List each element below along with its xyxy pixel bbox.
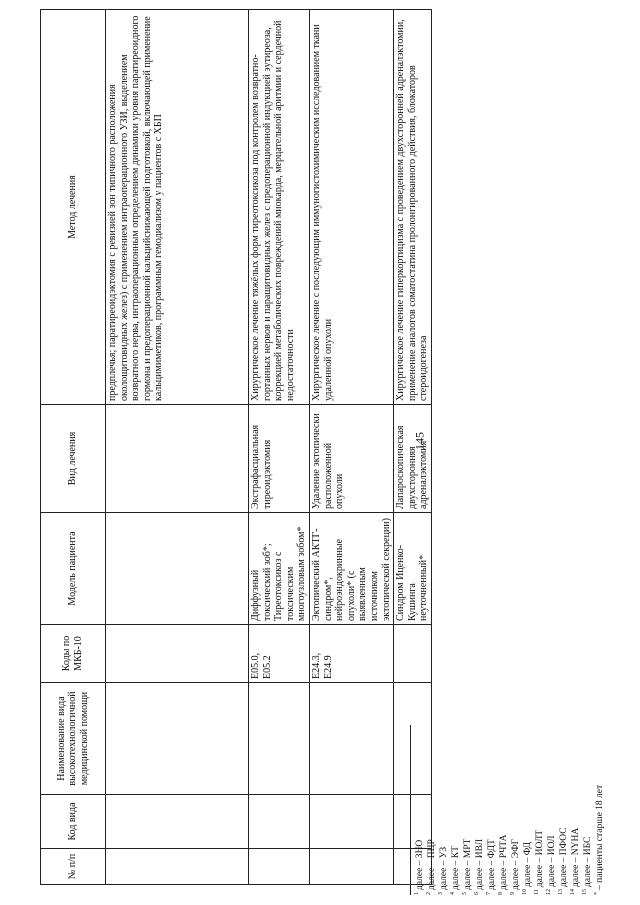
cell-group-code	[309, 795, 393, 849]
cell-icd	[106, 625, 249, 683]
footnote-text: далее – ФД	[523, 842, 534, 887]
footnote-item	[426, 720, 438, 895]
footnote-marker: 15	[581, 889, 588, 895]
cell-group-code	[106, 795, 249, 849]
footnote-item	[522, 720, 534, 895]
footnote-item	[510, 720, 522, 895]
cell-type	[106, 405, 249, 513]
header-treatment-type: Вид лечения	[41, 405, 106, 513]
treatment-table	[40, 9, 432, 885]
cell-icd	[394, 625, 432, 683]
header-group-code: Код вида	[41, 795, 106, 849]
footnote-item	[462, 720, 474, 895]
cell-care-name	[309, 683, 393, 795]
cell-group-code	[249, 795, 310, 849]
footnote-text: далее – ПФОС	[558, 827, 569, 887]
footnote-text: далее – МРТ	[463, 838, 474, 890]
footnote-marker: *	[593, 892, 600, 895]
footnote-text: далее – КТ	[451, 846, 462, 890]
footnote-item	[546, 720, 558, 895]
footnote-text: далее – ФДТ	[487, 839, 498, 890]
cell-care-name	[249, 683, 310, 795]
cell-method: Хирургическое лечение гиперкортицизма с проведением двухсторонней адреналэктомии, применение аналогов соматостатина пролонгированного действия, блокаторов стероидогенеза	[394, 10, 432, 405]
cell-care-name	[106, 683, 249, 795]
footnote-marker: 13	[557, 889, 564, 895]
footnote-text: далее – ИВЛ	[475, 838, 486, 890]
header-row	[41, 10, 106, 885]
cell-model: Синдром Иценко-Кушинга неуточненный*	[394, 513, 432, 625]
footnote-marker: 6	[473, 892, 480, 895]
footnote-text: далее – РЧТА	[499, 834, 510, 890]
footnote-item	[438, 720, 450, 895]
footnote-list	[414, 720, 606, 895]
footnote-item	[486, 720, 498, 895]
footnote-marker: 1	[414, 892, 420, 895]
footnote-item	[498, 720, 510, 895]
footnote-item	[474, 720, 486, 895]
footnote-marker: 7	[485, 892, 492, 895]
cell-model: Диффузный токсический зоб*; Тиреотоксикоз с токсическим многоузловым зобом*	[249, 513, 310, 625]
header-treatment-method: Метод лечения	[41, 10, 106, 405]
header-care-name: Наименование вида высокотехнологичной медицинской помощи	[41, 683, 106, 795]
footnote-text: – пациенты старше 18 лет	[594, 784, 605, 890]
header-patient-model: Модель пациента	[41, 513, 106, 625]
table-row	[249, 10, 310, 885]
footnote-marker: 5	[461, 892, 468, 895]
footnote-text: далее – ЭФГ	[511, 838, 522, 890]
footnote-marker: 3	[437, 892, 444, 895]
footnote-text: далее – ИОЛТ	[535, 829, 545, 888]
cell-method: Хирургическое лечение с последующим иммуногистохимическим исследованием ткани удаленной опухоли	[309, 10, 393, 405]
cell-method: предплечья; паратиреоидэктомия с ревизией зон типичного расположения околощитовидных желез) с применением интраоперационного УЗИ, выделением возвратного нерва, интраоперационным определением динамики уровня паратиреоидного гормона и предоперационной кальцийснижающей подготовкой, включающей применение кальцимиметиков, программным гемодиализом у пациентов с ХБП	[106, 10, 249, 405]
cell-model: Эктопический АКТГ-синдром*, нейроэндокринные опухоли* (с выявленным источником эктопической секреции)	[309, 513, 393, 625]
cell-type: Удаление эктопически расположенной опухоли	[309, 405, 393, 513]
footnote-marker: 10	[521, 889, 528, 895]
cell-num	[309, 849, 393, 885]
header-num: № п/п	[41, 849, 106, 885]
footnote-item	[594, 720, 606, 895]
table-row-continuation	[106, 10, 249, 885]
footnote-item	[414, 720, 426, 895]
footnote-item	[450, 720, 462, 895]
cell-type: Экстрафасциальная тиреоидэктомия	[249, 405, 310, 513]
table-row	[309, 10, 393, 885]
footnote-marker: 12	[545, 889, 552, 895]
footnote-marker: 4	[449, 892, 456, 895]
footnote-marker: 8	[497, 892, 504, 895]
cell-type: Лапароскопическая двухсторонняя адреналэктомия	[394, 405, 432, 513]
footnote-text: далее – ИБС	[582, 836, 593, 887]
cell-num	[106, 849, 249, 885]
footnote-text: далее – NYHA	[570, 827, 581, 887]
cell-icd: E24.3, E24.9	[309, 625, 393, 683]
header-icd-codes: Коды по МКБ-10	[41, 625, 106, 683]
footnote-text: далее – УЗ	[439, 846, 450, 890]
cell-method: Хирургическое лечение тяжёлых форм тиреотоксикоза под контролем возвратно-гортанных нервов и паращитовидных желез с предоперационной индукцией эутиреоза, коррекцией метаболических повреждений миокарда, мерцательной аритмии и сердечной недостаточности	[249, 10, 310, 405]
footnote-divider	[410, 725, 411, 895]
footnote-text: далее – ПЦР	[427, 839, 438, 890]
footnote-item	[534, 720, 546, 895]
footnote-marker: 2	[425, 892, 432, 895]
cell-model	[106, 513, 249, 625]
footnote-item	[558, 720, 570, 895]
footnote-marker: 14	[569, 889, 576, 895]
cell-icd: E05.0, E05.2	[249, 625, 310, 683]
footnote-marker: 9	[509, 892, 516, 895]
footnote-text: далее – ЗНО	[415, 839, 426, 890]
footnote-marker: 11	[533, 889, 540, 895]
footnotes	[410, 720, 605, 895]
page-number: 145	[412, 432, 427, 450]
footnote-text: далее – ИОЛ	[546, 835, 557, 887]
cell-num	[249, 849, 310, 885]
footnote-item	[582, 720, 594, 895]
footnote-item	[570, 720, 582, 895]
